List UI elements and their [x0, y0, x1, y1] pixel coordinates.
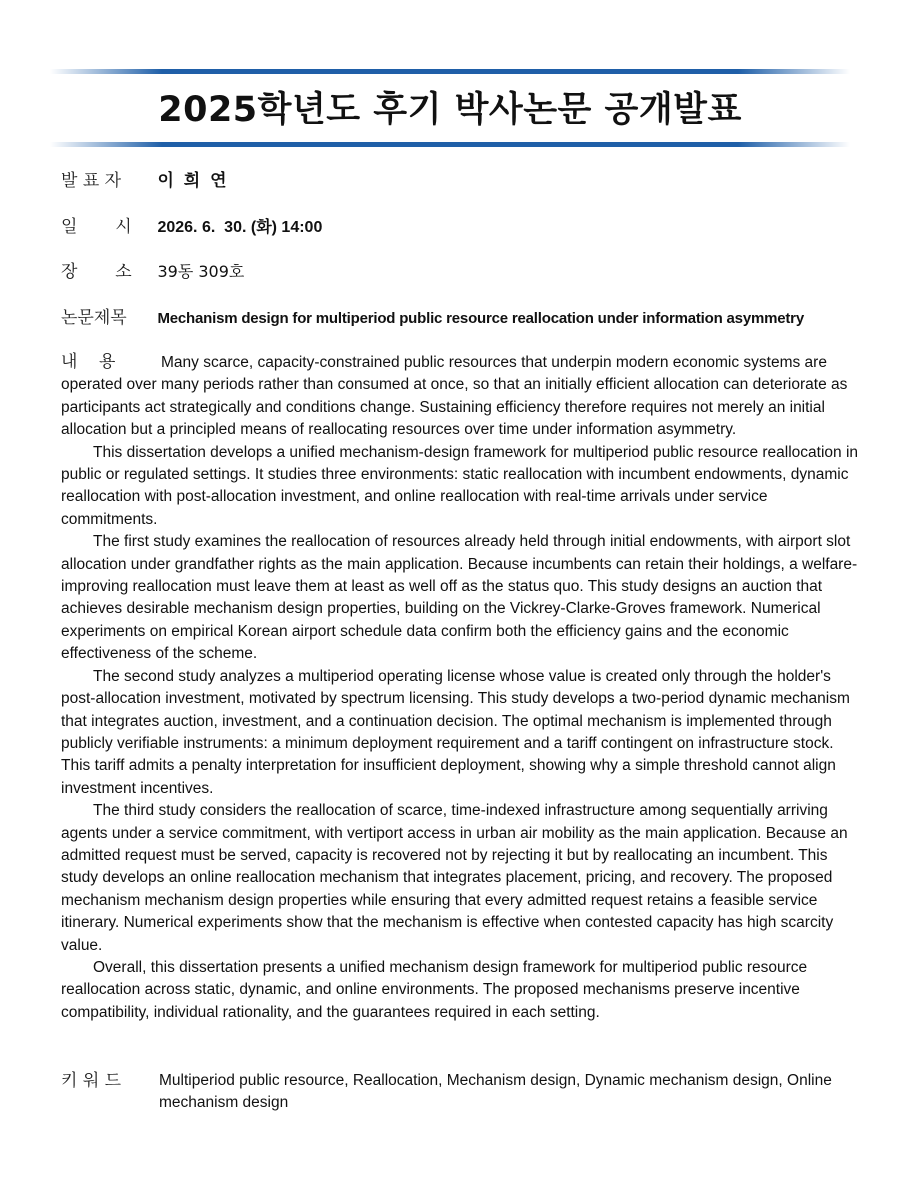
thesis-title-label: 논문제목 — [61, 308, 127, 328]
abstract-paragraph: Overall, this dissertation presents a unified mechanism design framework for multiperiod public resource reallocation across static, dynamic, and online environments. The proposed mechanisms preserve incentive compatibility, individual rationality, and the guarantees required in each setting. — [61, 958, 808, 1021]
thesis-title-row — [61, 307, 860, 330]
abstract-paragraph: The first study examines the reallocation of resources already held through initial endowments, with airport slot allocation under grandfather rights as the main application. Because incumbents can retain their holdings, a welfare-improving reallocation must leave them at least as well off as the status quo. This study designs an auction that achieves desirable mechanism design properties, building on the Vickrey-Clarke-Groves framework. Numerical experiments on empirical Korean airport schedule data confirm both the efficiency gains and the economic effectiveness of the scheme. — [61, 533, 858, 663]
date-value: 2026. 6. 30. (화) 14:00 — [157, 219, 323, 236]
content-label: 내 용 — [61, 352, 116, 372]
thesis-title: Mechanism design for multiperiod public resource reallocation under information asymmetry — [157, 310, 804, 327]
keywords-label: 키 워 드 — [61, 1071, 122, 1091]
place-row — [61, 261, 860, 284]
abstract-text: Many scarce, capacity-constrained public resources that underpin modern economic systems are operated over many periods rather than consumed at once, so that an initially efficient allocation can deteriorate as participants act strategically and conditions change. Sustaining efficiency therefore requires not merely an initial allocation but a principled means of reallocating resources over time under information asymmetry. — [61, 354, 848, 439]
bottom-rule — [50, 142, 850, 147]
abstract-paragraph: The third study considers the reallocation of scarce, time-indexed infrastructure among sequentially arriving agents under a service commitment, with vertiport access in urban air mobility as the main application. Because an admitted request must be served, capacity is recovered not by rejecting it but by reallocating an incumbent. This study develops an online reallocation mechanism that integrates placement, pricing, and recovery. The proposed mechanism mechanism design properties while ensuring that every admitted request retains a feasible service itinerary. Numerical experiments show that the mechanism is effective when contested capacity has high scarcity value. — [61, 802, 848, 954]
presenter-name: 이 희 연 — [157, 171, 229, 191]
presenter-label: 발 표 자 — [61, 171, 122, 191]
abstract-paragraph: The second study analyzes a multiperiod operating license whose value is created only through the holder's post-allocation investment, motivated by spectrum licensing. This study develops a two-period dynamic mechanism that integrates auction, investment, and a continuation decision. The optimal mechanism is implemented through publicly verifiable instruments: a minimum deployment requirement and a tariff contingent on infrastructure stock. This tariff admits a penalty interpretation for insufficient deployment, showing why a simple threshold cannot align investment incentives. — [61, 667, 850, 797]
top-rule — [50, 69, 850, 74]
keywords-row — [61, 1070, 859, 1115]
abstract-content — [61, 351, 859, 1024]
abstract-paragraph: This dissertation develops a unified mechanism-design framework for multiperiod public resource reallocation in public or regulated settings. It studies three environments: static reallocation with incumbent endowments, dynamic reallocation with post-allocation investment, and online reallocation with real-time arrivals under service commitments. — [61, 443, 859, 528]
presenter-row — [61, 170, 860, 193]
place-label: 장 소 — [61, 262, 132, 282]
date-label: 일 시 — [61, 217, 132, 237]
date-row — [61, 216, 860, 239]
place-value: 39동 309호 — [157, 262, 245, 281]
page-title: 2025학년도 후기 박사논문 공개발표 — [158, 90, 742, 130]
abstract-paragraph — [61, 351, 859, 442]
keywords-text: Multiperiod public resource, Reallocation, Mechanism design, Dynamic mechanism design, Online mechanism design — [159, 1072, 832, 1112]
